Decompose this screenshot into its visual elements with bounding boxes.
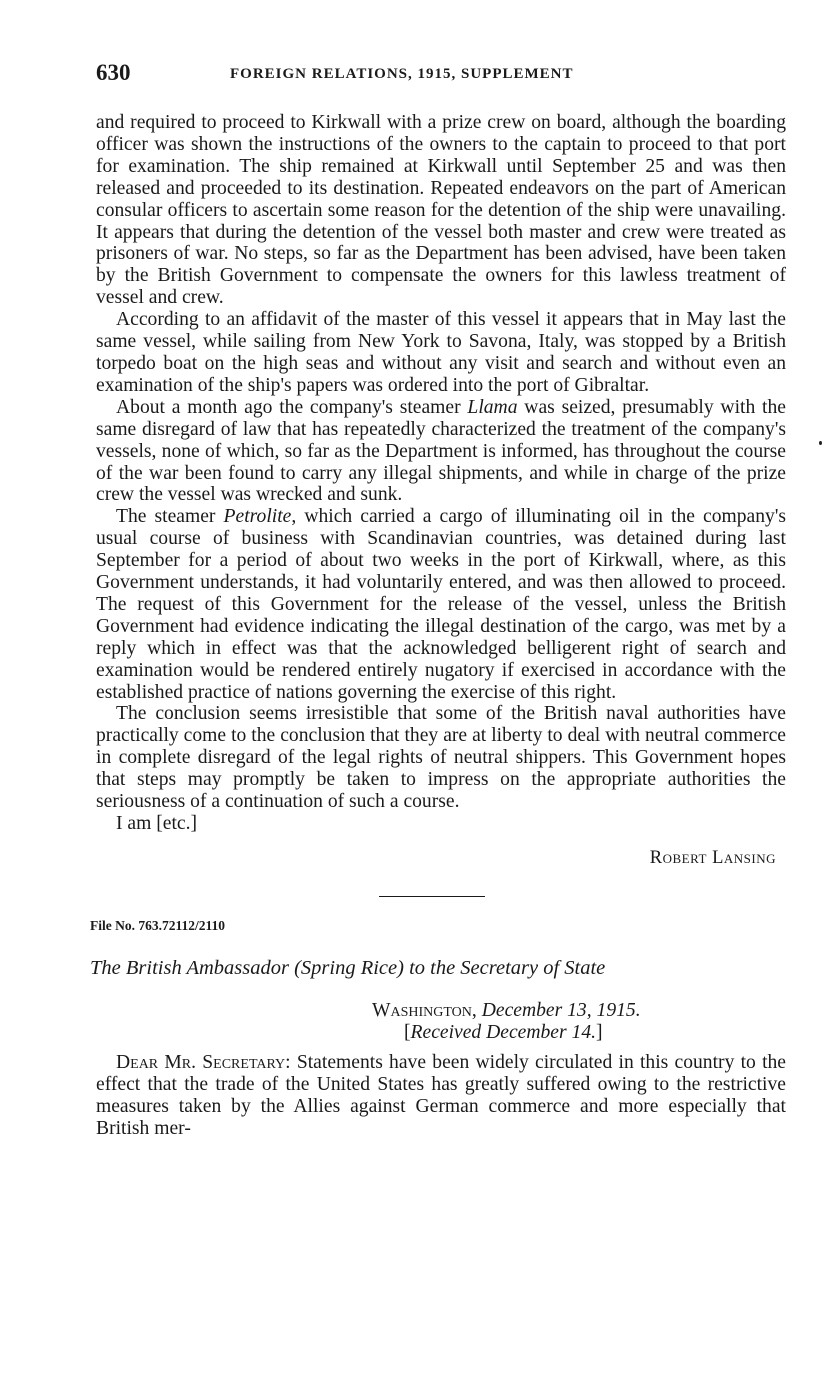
letter-body: : Statements have been widely circulated in this country to the effect that the trade of the United States has greatly suffered owing to the restrictive measures taken by the Allies against German commerce and more especially that British mer- — [96, 1051, 787, 1139]
page-number: 630 — [96, 60, 131, 85]
section-divider — [379, 896, 485, 897]
running-head — [96, 60, 786, 90]
paragraph-llama — [96, 397, 786, 507]
received-bracket-open: [ — [404, 1021, 411, 1043]
paragraph-petrolite — [96, 506, 786, 703]
paragraph-affidavit: According to an affidavit of the master of this vessel it appears that in May last the same vessel, while sailing from New York to Savona, Italy, was stopped by a British torpedo boat on the high seas and without any visit and search and without even an examination of the ship's papers was ordered into the port of Gibraltar. — [96, 309, 786, 396]
signature: Robert Lansing — [649, 847, 776, 868]
running-head-title: FOREIGN RELATIONS, 1915, SUPPLEMENT — [230, 66, 574, 82]
stray-mark — [819, 441, 822, 445]
salutation: Dear Mr. Secretary — [116, 1051, 286, 1073]
closing-line: I am [etc.] — [116, 813, 198, 834]
paragraph-kirkwall-detention: and required to proceed to Kirkwall with a prize crew on board, although the boarding officer was shown the instructions of the owners to the captain to proceed to that port for examination. The ship remained at Kirkwall until September 25 and was then released and proceeded to its destination. Repeated endeavors on the part of American consular officers to ascertain some reason for the detention of the ship were unavailing. It appears that during the detention of the vessel both master and crew were treated as prisoners of war. No steps, so far as the Department has been advised, have been taken by the British Government to compensate the owners for this lawless treatment of vessel and crew. — [96, 112, 786, 309]
ship-name-petrolite: Petrolite — [223, 506, 292, 528]
dateline-date: December 13, 1915. — [481, 999, 641, 1021]
received-date: Received December 14. — [410, 1021, 597, 1043]
llama-text-after: was seized, presumably with the same disregard of law that has repeatedly characterized the treatment of the company's vessels, none of which, so far as the Department is informed, has throughout the course of the war been found to carry any illegal shipments, and while in charge of the prize crew the vessel was wrecked and sunk. — [96, 396, 786, 506]
document-page — [90, 60, 787, 1140]
petrolite-text-before: The steamer — [116, 506, 224, 528]
dateline — [372, 1000, 786, 1022]
received-note — [404, 1022, 786, 1044]
dateline-place: Washington, — [372, 999, 477, 1021]
file-number: File No. 763.72112/2110 — [90, 917, 225, 933]
document-title: The British Ambassador (Spring Rice) to the Secretary of State — [90, 956, 606, 979]
paragraph-conclusion: The conclusion seems irresistible that some of the British naval authorities have practically come to the conclusion that they are at liberty to deal with neutral commerce in complete disregard of the legal rights of neutral shippers. This Government hopes that steps may promptly be taken to impress on the appropriate authorities the seriousness of a continuation of such a course. — [96, 703, 786, 813]
llama-text-before: About a month ago the company's steamer — [116, 396, 468, 418]
petrolite-text-after: , which carried a cargo of illuminating oil in the company's usual course of business with Scandinavian countries, was detained during last September for a period of about two weeks in the port of Kirkwall, where, as this Government understands, it had voluntarily entered, and was then allowed to proceed. The request of this Government for the release of the vessel, unless the British Government had evidence indicating the illegal destination of the cargo, was met by a reply which in effect was that the acknowledged belligerent right of search and examination would be rendered entirely nugatory if exercised in accordance with the established practice of nations governing the exercise of this right. — [96, 506, 787, 703]
received-bracket-close: ] — [596, 1021, 603, 1043]
letter-opening-paragraph — [96, 1052, 786, 1140]
ship-name-llama: Llama — [467, 396, 518, 418]
